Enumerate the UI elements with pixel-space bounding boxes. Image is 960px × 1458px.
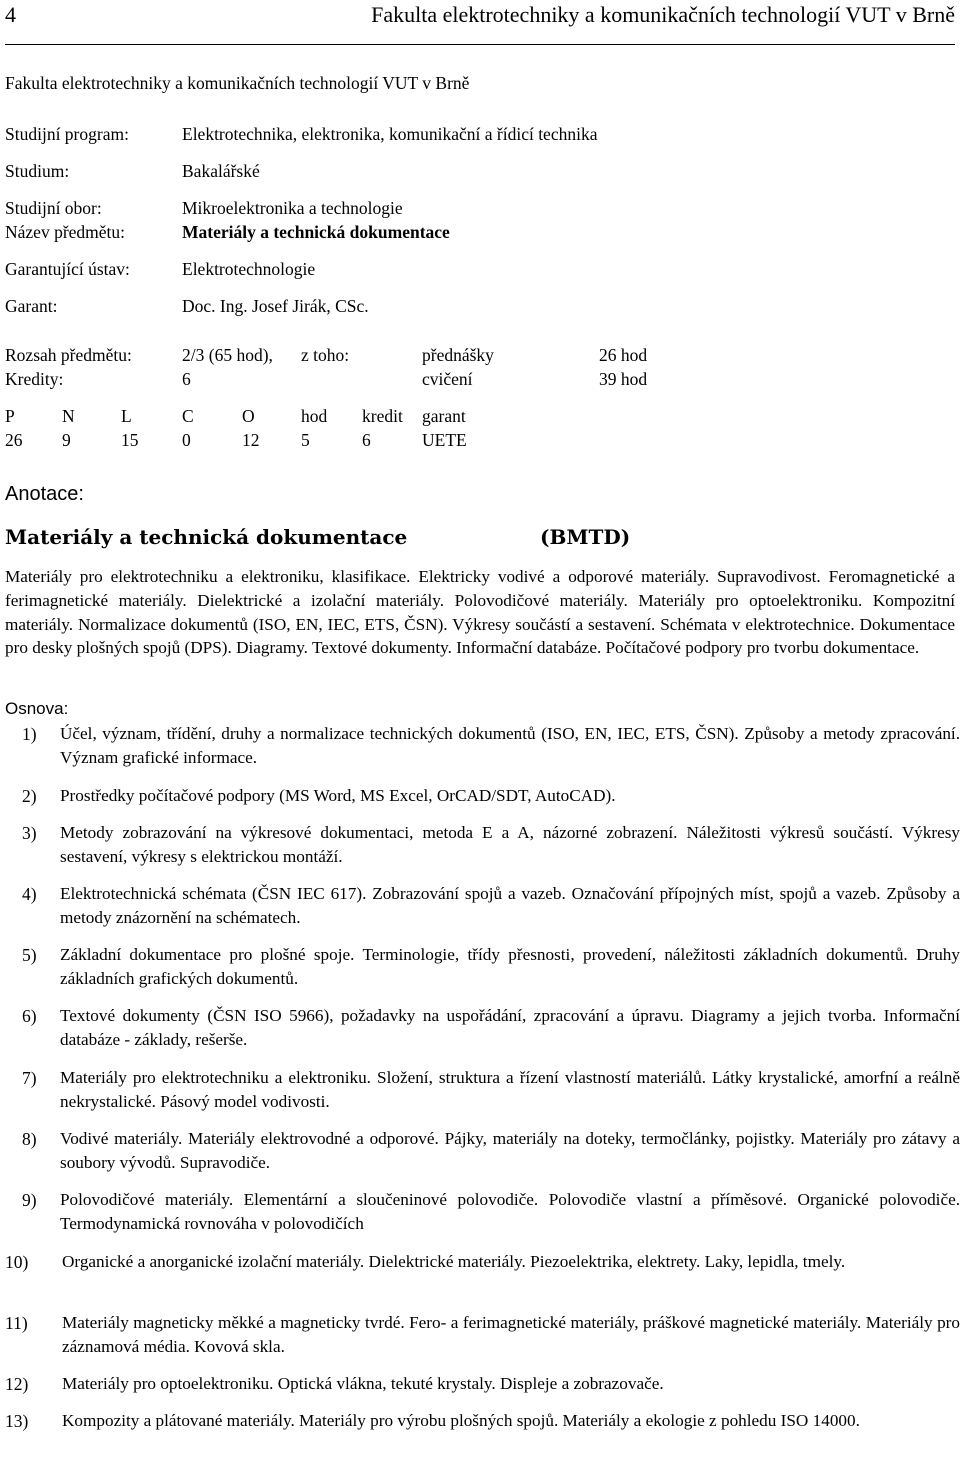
outline-item-text: Účel, význam, třídění, druhy a normalizace technických dokumentů (ISO, EN, IEC, ETS, ČSN). Způsoby a metody zpracování. Význam grafické informace.	[60, 724, 960, 767]
outline-item-number: 10)	[5, 1252, 29, 1272]
lectures-value: 26 hod	[599, 345, 648, 365]
outline-item-number: 7)	[22, 1068, 37, 1088]
grid-value-cell: 12	[242, 430, 260, 450]
grid-value-cell: 26	[5, 430, 23, 450]
subject-value: Materiály a technická dokumentace	[182, 222, 450, 242]
subject-label: Název předmětu:	[5, 222, 126, 242]
grid-value-cell: 6	[362, 430, 371, 450]
study-label: Studium:	[5, 161, 70, 181]
grid-value-cell: 9	[62, 430, 71, 450]
outline-item-text: Kompozity a plátované materiály. Materiály pro výrobu plošných spojů. Materiály a ekologie z pohledu ISO 14000.	[62, 1411, 860, 1430]
field-label: Studijní obor:	[5, 198, 102, 218]
program-label: Studijní program:	[5, 124, 129, 144]
exercises-value: 39 hod	[599, 369, 648, 389]
outline-item-text: Materiály pro optoelektroniku. Optická vlákna, tekuté krystaly. Displeje a zobrazovače.	[62, 1374, 664, 1393]
annotation-heading: Anotace:	[5, 483, 84, 505]
outline-item-number: 12)	[5, 1374, 29, 1394]
outline-item-text: Základní dokumentace pro plošné spoje. Terminologie, třídy přesnosti, provedení, náležitosti základních dokumentů. Druhy základních grafických dokumentů.	[60, 945, 960, 988]
outline-item-text: Organické a anorganické izolační materiály. Dielektrické materiály. Piezoelektrika, elektrety. Laky, lepidla, tmely.	[62, 1252, 846, 1271]
outline-heading: Osnova:	[5, 699, 69, 718]
outline-item-text: Polovodičové materiály. Elementární a sloučeninové polovodiče. Polovodiče vlastní a příměsové. Organické polovodiče. Termodynamická rovnováha v polovodičích	[60, 1190, 960, 1233]
course-title: Materiály a technická dokumentace	[5, 525, 408, 549]
guarantor-value: Doc. Ing. Josef Jirák, CSc.	[182, 296, 369, 316]
outline-item-text: Prostředky počítačové podpory (MS Word, MS Excel, OrCAD/SDT, AutoCAD).	[60, 786, 616, 805]
program-value: Elektrotechnika, elektronika, komunikační a řídicí technika	[182, 124, 598, 144]
outline-item-number: 6)	[22, 1006, 37, 1026]
grid-value-cell: 0	[182, 430, 191, 450]
grid-header-cell: P	[5, 406, 15, 426]
outline-item-number: 9)	[22, 1190, 37, 1210]
grid-header-cell: kredit	[362, 406, 403, 426]
outline-item-number: 1)	[22, 724, 37, 744]
outline-item-number: 13)	[5, 1411, 29, 1431]
outline-item-text: Metody zobrazování na výkresové dokumentaci, metoda E a A, názorné zobrazení. Náležitosti výkresů součástí. Výkresy sestavení, výkresy s elektrickou montáží.	[60, 823, 960, 866]
outline-item-text: Elektrotechnická schémata (ČSN IEC 617). Zobrazování spojů a vazeb. Označování přípojných míst, spojů a vazeb. Způsoby a metody znázornění na schématech.	[60, 884, 960, 927]
page-number: 4	[5, 2, 16, 27]
outline-item-text: Materiály magneticky měkké a magneticky tvrdé. Fero- a ferimagnetické materiály, práškové magnetické materiály. Materiály pro záznamová média. Kovová skla.	[62, 1313, 960, 1356]
grid-value-cell: 15	[121, 430, 139, 450]
outline-item-number: 8)	[22, 1129, 37, 1149]
grid-header-cell: N	[62, 406, 75, 426]
outline-item-number: 2)	[22, 786, 37, 806]
running-title: Fakulta elektrotechniky a komunikačních technologií VUT v Brně	[371, 2, 955, 27]
exercises-label: cvičení	[422, 369, 473, 389]
credits-label: Kredity:	[5, 369, 64, 389]
study-value: Bakalářské	[182, 161, 260, 181]
lectures-label: přednášky	[422, 345, 494, 365]
grid-header-cell: C	[182, 406, 194, 426]
outline-item-number: 4)	[22, 884, 37, 904]
grid-header-cell: hod	[301, 406, 328, 426]
range-value: 2/3 (65 hod),	[182, 345, 273, 365]
grid-value-cell: 5	[301, 430, 310, 450]
credits-value: 6	[182, 369, 191, 389]
institute-label: Garantující ústav:	[5, 259, 130, 279]
grid-value-cell: UETE	[422, 430, 467, 450]
range-label: Rozsah předmětu:	[5, 345, 132, 365]
outline-item-text: Textové dokumenty (ČSN ISO 5966), požadavky na uspořádání, zpracování a úpravu. Diagramy a jejich tvorba. Informační databáze - základy, rešerše.	[60, 1006, 960, 1049]
page-header	[5, 0, 955, 45]
field-value: Mikroelektronika a technologie	[182, 198, 403, 218]
guarantor-label: Garant:	[5, 296, 58, 316]
outline-item-number: 3)	[22, 823, 37, 843]
grid-header-cell: garant	[422, 406, 466, 426]
outline-item-number: 11)	[5, 1313, 28, 1333]
outline-item-number: 5)	[22, 945, 37, 965]
institute-value: Elektrotechnologie	[182, 259, 316, 279]
course-code: (BMTD)	[540, 525, 631, 549]
outline-item-text: Vodivé materiály. Materiály elektrovodné a odporové. Pájky, materiály na doteky, termočlánky, pojistky. Materiály pro zátavy a soubory vývodů. Supravodiče.	[60, 1129, 960, 1172]
outline-item-text: Materiály pro elektrotechniku a elektroniku. Složení, struktura a řízení vlastností materiálů. Látky krystalické, amorfní a reálně nekrystalické. Pásový model vodivosti.	[60, 1068, 960, 1111]
grid-header-cell: O	[242, 406, 255, 426]
annotation-text: Materiály pro elektrotechniku a elektroniku, klasifikace. Elektricky vodivé a odporové materiály. Supravodivost. Feromagnetické a ferimagnetické materiály. Dielektrické a izolační materiály. Polovodičové materiály. Materiály pro optoelektroniku. Kompozitní materiály. Normalizace dokumentů (ISO, EN, IEC, ETS, ČSN). Výkresy součástí a sestavení. Schémata v elektrotechnice. Dokumentace pro desky plošných spojů (DPS). Diagramy. Textové dokumenty. Informační databáze. Počítačové podpory pro tvorbu dokumentace.	[5, 567, 955, 658]
faculty-name: Fakulta elektrotechniky a komunikačních technologií VUT v Brně	[5, 73, 470, 93]
of-which-label: z toho:	[301, 345, 350, 365]
grid-header-cell: L	[121, 406, 132, 426]
